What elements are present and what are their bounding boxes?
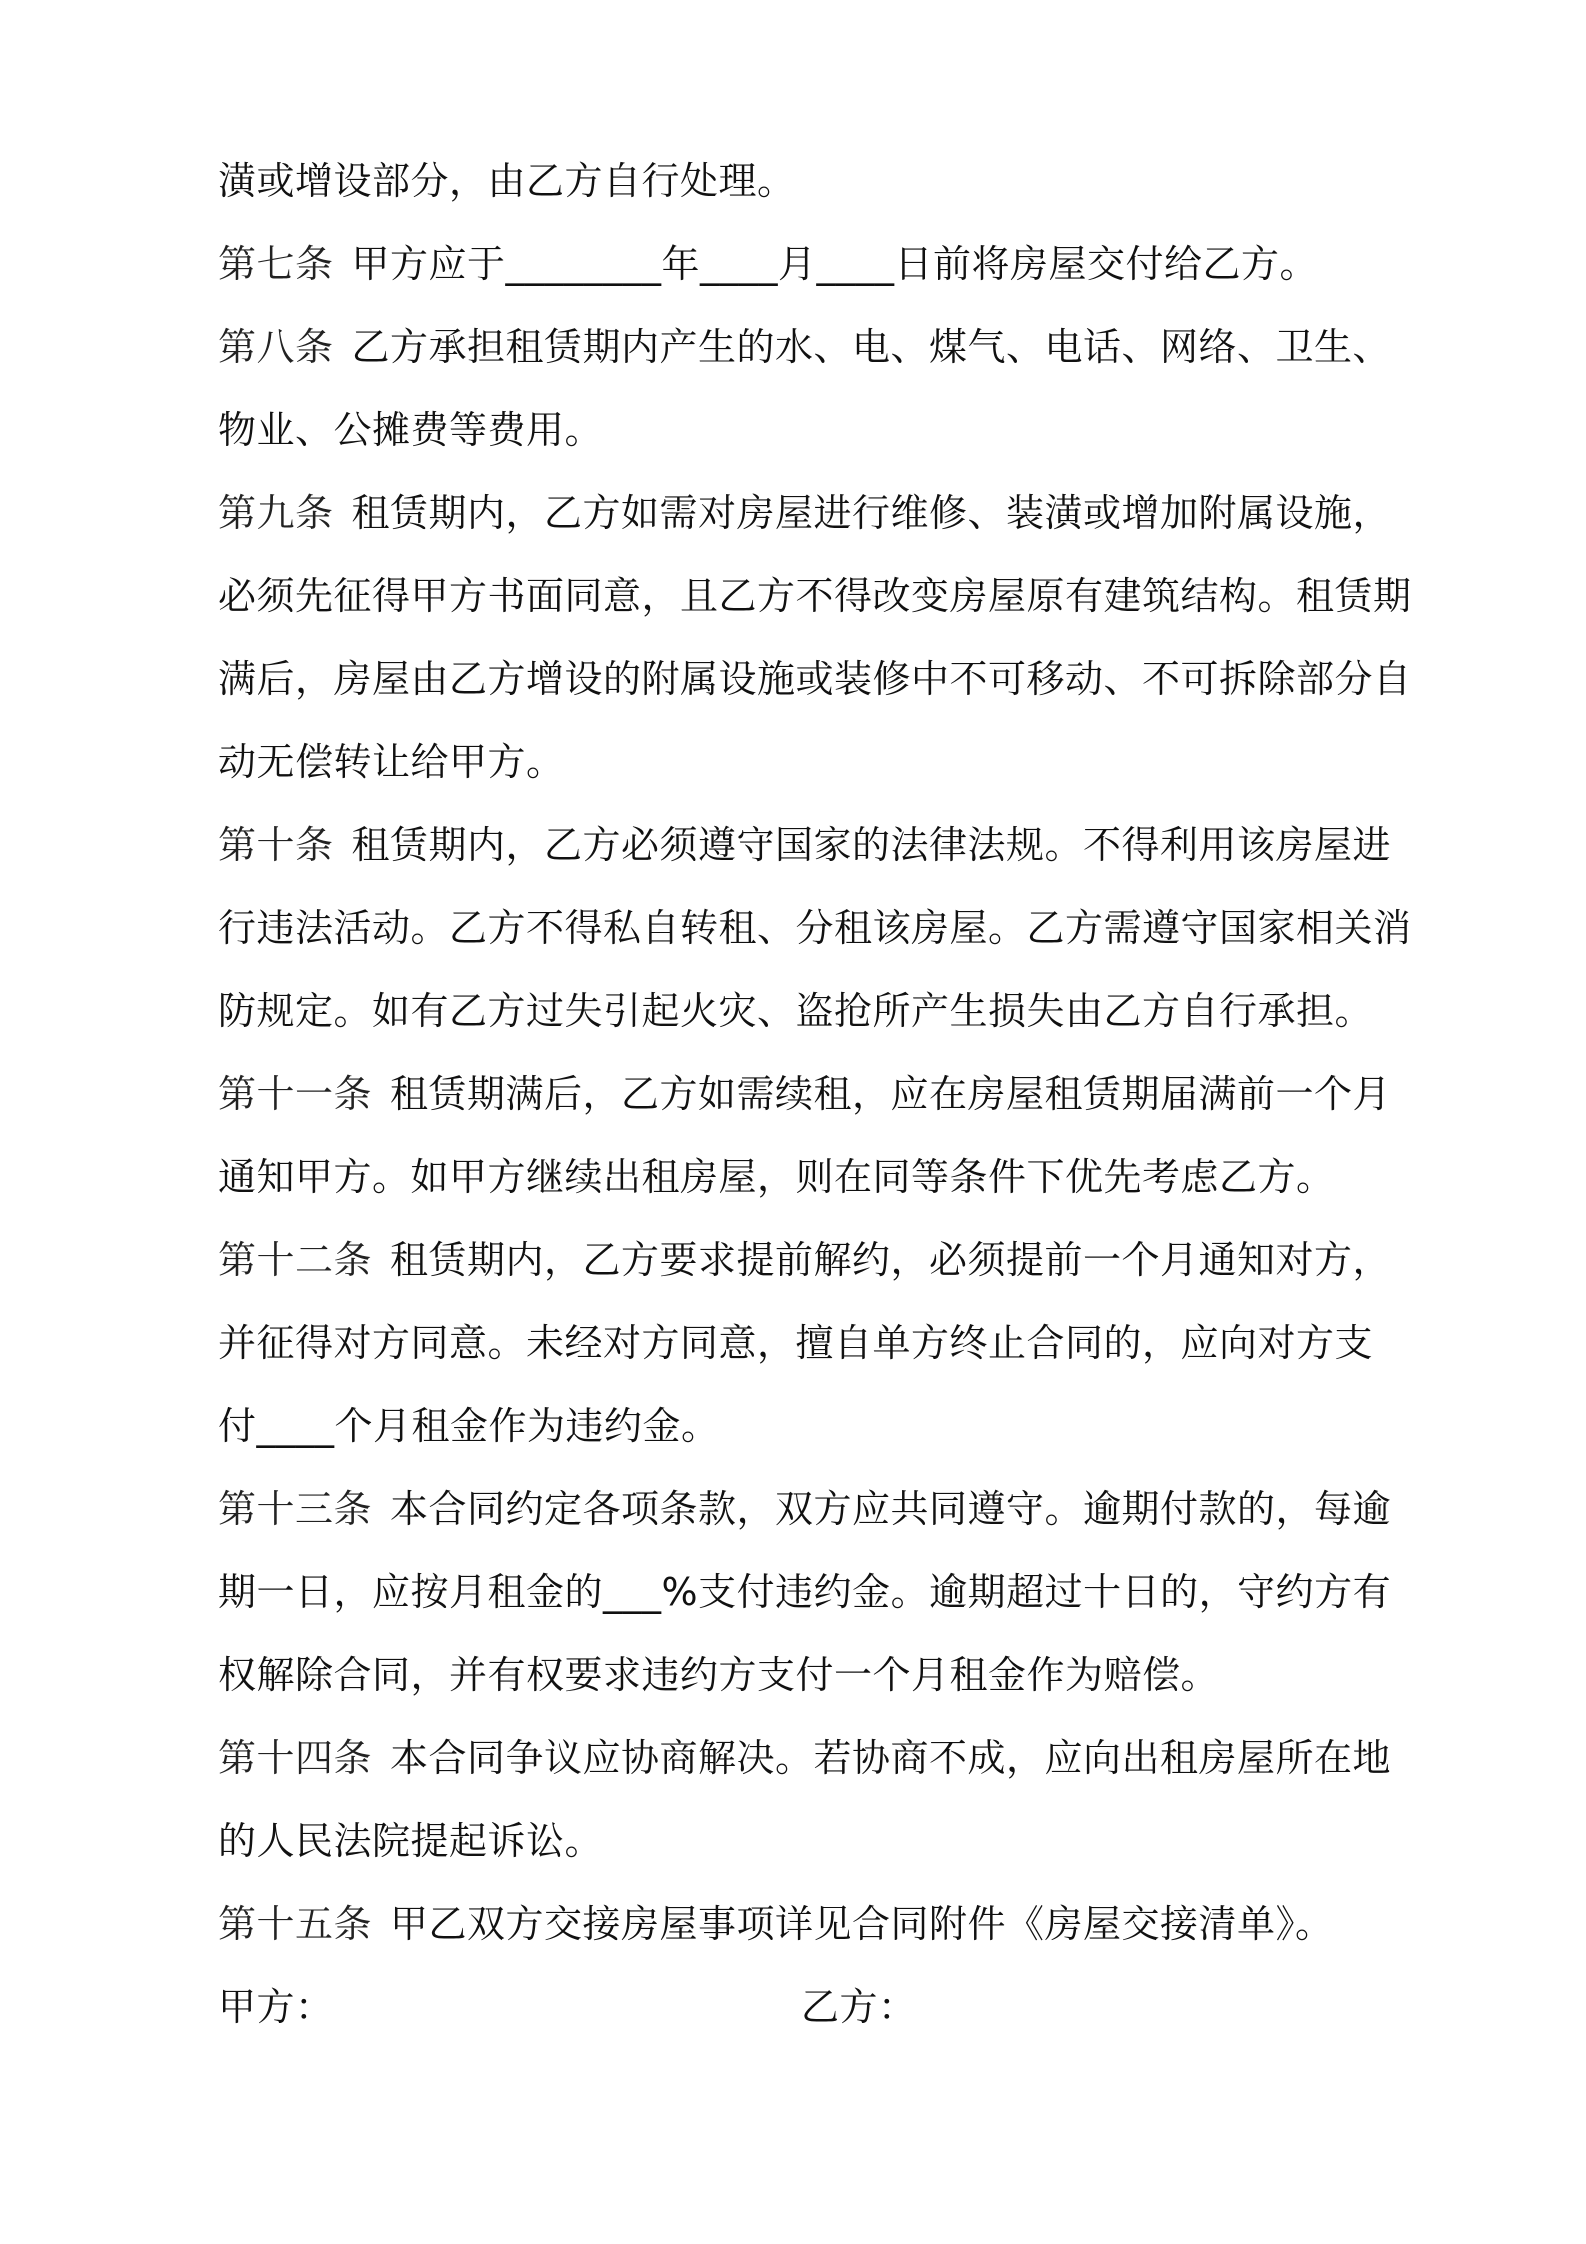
- text-line: [218, 970, 1378, 1053]
- text-line: [218, 721, 1378, 804]
- text-line: [218, 1800, 1378, 1883]
- line-text: 防规定。如有乙方过失引起火灾、盗抢所产生损失由乙方自行承担。: [218, 989, 1374, 1033]
- clause-label: 第十五条: [218, 1902, 373, 1946]
- clause-label: 第十条: [218, 823, 334, 867]
- clause-label: 第十三条: [218, 1487, 373, 1531]
- clause-text: 租赁期满后，乙方如需续租，应在房屋租赁期届满前一个月: [390, 1072, 1392, 1116]
- line-text: 的人民法院提起诉讼。: [218, 1819, 604, 1863]
- text-line: [218, 1634, 1378, 1717]
- text-line: [218, 1302, 1378, 1385]
- text-line: [218, 1385, 1378, 1468]
- party-b-signature-label: 乙方：: [801, 1985, 917, 2029]
- clause-label: 第九条: [218, 491, 334, 535]
- line-text: 行违法活动。乙方不得私自转租、分租该房屋。乙方需遵守国家相关消: [218, 906, 1412, 950]
- line-text: 期一日，应按月租金的___%支付违约金。逾期超过十日的，守约方有: [218, 1570, 1392, 1614]
- clause-text: 本合同约定各项条款，双方应共同遵守。逾期付款的，每逾: [390, 1487, 1392, 1531]
- line-text: 动无偿转让给甲方。: [218, 740, 565, 784]
- clause-text: 乙方承担租赁期内产生的水、电、煤气、电话、网络、卫生、: [351, 325, 1392, 369]
- clause-label: 第八条: [218, 325, 334, 369]
- clause-text: 租赁期内，乙方必须遵守国家的法律法规。不得利用该房屋进: [351, 823, 1392, 867]
- signature-row: [218, 1966, 1378, 2049]
- clause-15: [218, 1883, 1378, 1966]
- clause-10: [218, 804, 1392, 887]
- line-text: 通知甲方。如甲方继续出租房屋，则在同等条件下优先考虑乙方。: [218, 1155, 1335, 1199]
- clause-13: [218, 1468, 1392, 1551]
- clause-label: 第十四条: [218, 1736, 373, 1780]
- clause-9: [218, 472, 1392, 555]
- line-text: 付____个月租金作为违约金。: [218, 1404, 720, 1448]
- clause-label: 第七条: [218, 242, 334, 286]
- contract-body: [218, 140, 1412, 2049]
- line-text: 满后，房屋由乙方增设的附属设施或装修中不可移动、不可拆除部分自: [218, 657, 1412, 701]
- line-text: 必须先征得甲方书面同意，且乙方不得改变房屋原有建筑结构。租赁期: [218, 574, 1412, 618]
- text-line: [218, 887, 1412, 970]
- clause-14: [218, 1717, 1392, 1800]
- clause-label: 第十二条: [218, 1238, 373, 1282]
- clause-text: 甲方应于________年____月____日前将房屋交付给乙方。: [351, 242, 1319, 286]
- clause-text: 租赁期内，乙方要求提前解约，必须提前一个月通知对方，: [390, 1238, 1392, 1282]
- party-a-signature-label: 甲方：: [218, 1985, 334, 2029]
- clause-text: 甲乙双方交接房屋事项详见合同附件《房屋交接清单》。: [390, 1902, 1334, 1946]
- clause-text: 本合同争议应协商解决。若协商不成，应向出租房屋所在地: [390, 1736, 1392, 1780]
- text-line: [218, 555, 1412, 638]
- text-line: [218, 1136, 1378, 1219]
- line-text: 并征得对方同意。未经对方同意，擅自单方终止合同的，应向对方支: [218, 1321, 1374, 1365]
- text-line: [218, 389, 1378, 472]
- clause-8: [218, 306, 1392, 389]
- line-text: 潢或增设部分，由乙方自行处理。: [218, 159, 796, 203]
- clause-12: [218, 1219, 1392, 1302]
- clause-label: 第十一条: [218, 1072, 373, 1116]
- clause-text: 租赁期内，乙方如需对房屋进行维修、装潢或增加附属设施，: [351, 491, 1392, 535]
- clause-7: [218, 223, 1378, 306]
- text-line: [218, 638, 1412, 721]
- text-line: [218, 1551, 1392, 1634]
- line-text: 权解除合同，并有权要求违约方支付一个月租金作为赔偿。: [218, 1653, 1220, 1697]
- clause-11: [218, 1053, 1392, 1136]
- text-line: [218, 140, 1378, 223]
- line-text: 物业、公摊费等费用。: [218, 408, 604, 452]
